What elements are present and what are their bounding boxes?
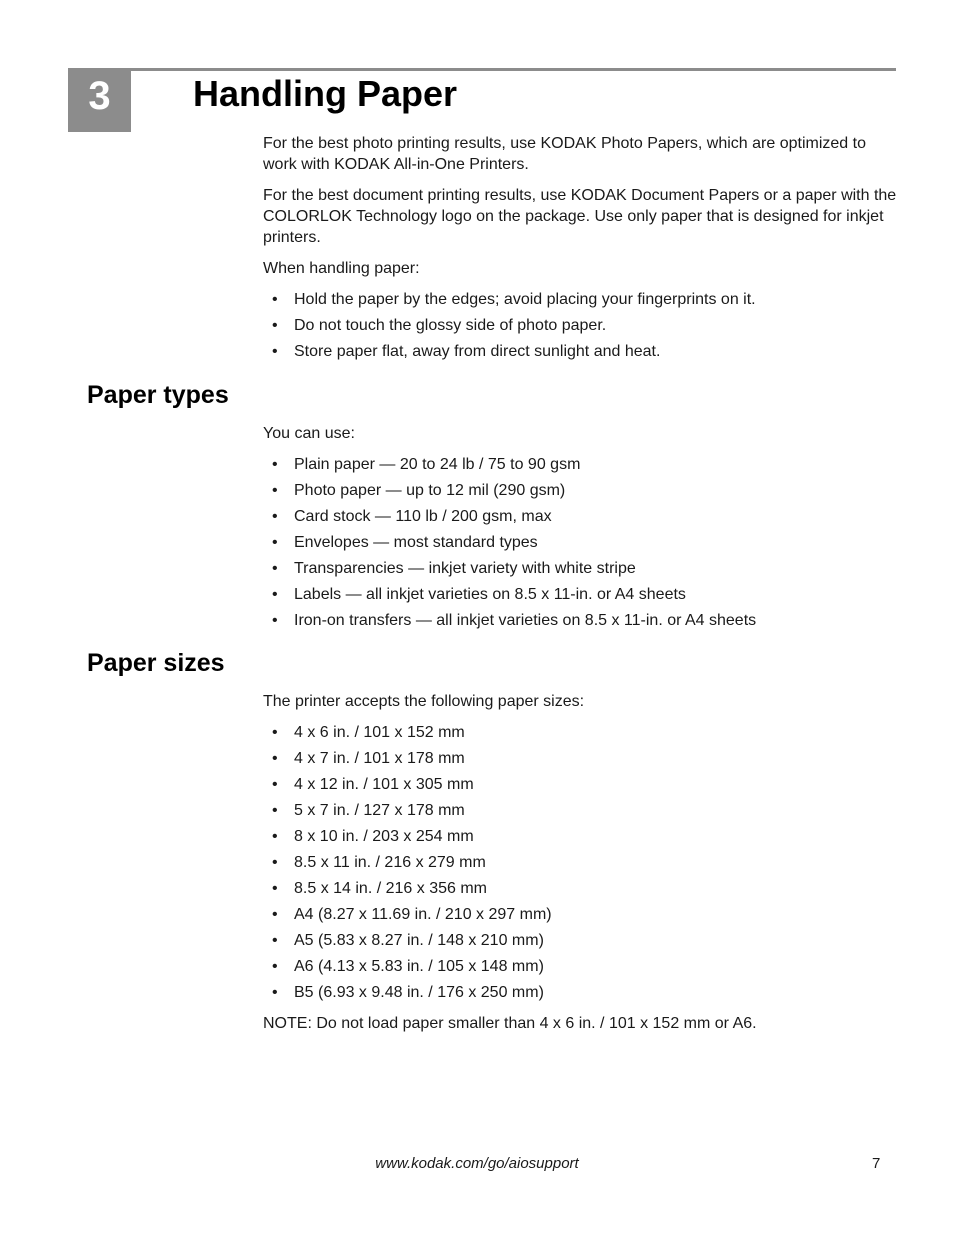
chapter-number-badge: 3 [68,68,131,132]
list-item: • Card stock — 110 lb / 200 gsm, max [263,506,903,532]
intro-paragraph: For the best document printing results, use KODAK Document Papers or a paper with the COLORLOK Technology logo on the package. Use only paper that is designed for inkjet printers. [263,187,897,246]
paper-sizes-list [263,722,903,1008]
paper-sizes-lead: The printer accepts the following paper sizes: [263,693,585,710]
intro-lead: When handling paper: [263,260,420,277]
list-item: • Plain paper — 20 to 24 lb / 75 to 90 gsm [263,454,903,480]
paper-types-section [263,423,903,636]
list-item: • Store paper flat, away from direct sunlight and heat. [263,341,903,367]
list-item: • Envelopes — most standard types [263,532,903,558]
footer-url-text: www.kodak.com/go/aiosupport [375,1155,579,1172]
handling-list [263,289,903,367]
list-item: • B5 (6.93 x 9.48 in. / 176 x 250 mm) [263,982,903,1008]
paper-types-list [263,454,903,636]
paper-types-lead: You can use: [263,425,355,442]
footer-url [0,1155,954,1172]
list-item: • 4 x 12 in. / 101 x 305 mm [263,774,903,800]
list-item: • 4 x 7 in. / 101 x 178 mm [263,748,903,774]
list-item: • Iron-on transfers — all inkjet varieties on 8.5 x 11-in. or A4 sheets [263,610,903,636]
list-item: • 8 x 10 in. / 203 x 254 mm [263,826,903,852]
header-rule [68,68,896,71]
note-text: NOTE: Do not load paper smaller than 4 x 6 in. / 101 x 152 mm or A6. [263,1015,757,1032]
list-item: • Do not touch the glossy side of photo paper. [263,315,903,341]
paper-types-heading: Paper types [87,381,229,409]
intro-section [263,133,903,367]
paper-sizes-section [263,691,903,1034]
list-item: • Labels — all inkjet varieties on 8.5 x 11-in. or A4 sheets [263,584,903,610]
list-item: • Photo paper — up to 12 mil (290 gsm) [263,480,903,506]
list-item: • 5 x 7 in. / 127 x 178 mm [263,800,903,826]
paper-sizes-heading: Paper sizes [87,649,225,677]
intro-paragraph: For the best photo printing results, use KODAK Photo Papers, which are optimized to work with KODAK All-in-One Printers. [263,135,866,173]
list-item: • 8.5 x 14 in. / 216 x 356 mm [263,878,903,904]
list-item: • A5 (5.83 x 8.27 in. / 148 x 210 mm) [263,930,903,956]
list-item: • 8.5 x 11 in. / 216 x 279 mm [263,852,903,878]
chapter-title: Handling Paper [193,73,458,114]
list-item: • 4 x 6 in. / 101 x 152 mm [263,722,903,748]
list-item: • Hold the paper by the edges; avoid placing your fingerprints on it. [263,289,903,315]
list-item: • Transparencies — inkjet variety with white stripe [263,558,903,584]
list-item: • A6 (4.13 x 5.83 in. / 105 x 148 mm) [263,956,903,982]
page-number: 7 [872,1155,881,1172]
list-item: • A4 (8.27 x 11.69 in. / 210 x 297 mm) [263,904,903,930]
